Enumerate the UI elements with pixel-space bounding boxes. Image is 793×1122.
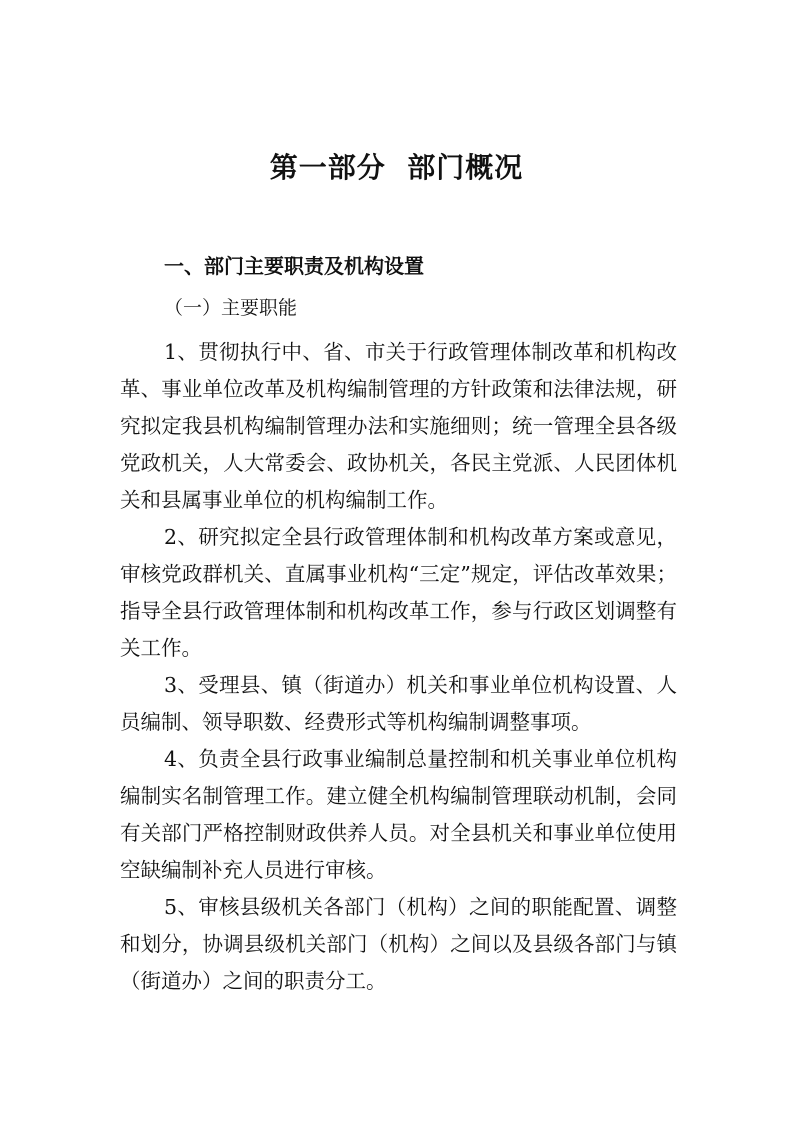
paragraph-2: 2、研究拟定全县行政管理体制和机构改革方案或意见，审核党政群机关、直属事业机构“三定”规定，评估改革效果；指导全县行政管理体制和机构改革工作，参与行政区划调整有关工作。 <box>120 525 677 660</box>
sub-heading: （一）主要职能 <box>164 297 298 319</box>
page-title: 第一部分 部门概况 <box>269 151 524 184</box>
paragraph-4: 4、负责全县行政事业编制总量控制和机关事业单位机构编制实名制管理工作。建立健全机构编制管理联动机制，会同有关部门严格控制财政供养人员。对全县机关和事业单位使用空缺编制补充人员进行审核。 <box>120 747 677 882</box>
paragraph-5: 5、审核县级机关各部门（机构）之间的职能配置、调整和划分，协调县级机关部门（机构）之间以及县级各部门与镇（街道办）之间的职责分工。 <box>120 895 677 993</box>
paragraph-1: 1、贯彻执行中、省、市关于行政管理体制改革和机构改革、事业单位改革及机构编制管理的方针政策和法律法规，研究拟定我县机构编制管理办法和实施细则；统一管理全县各级党政机关，人大常委会、政协机关，各民主党派、人民团体机关和县属事业单位的机构编制工作。 <box>120 340 677 512</box>
section-heading: 一、部门主要职责及机构设置 <box>164 254 424 278</box>
paragraph-3: 3、受理县、镇（街道办）机关和事业单位机构设置、人员编制、领导职数、经费形式等机构编制调整事项。 <box>120 673 677 734</box>
